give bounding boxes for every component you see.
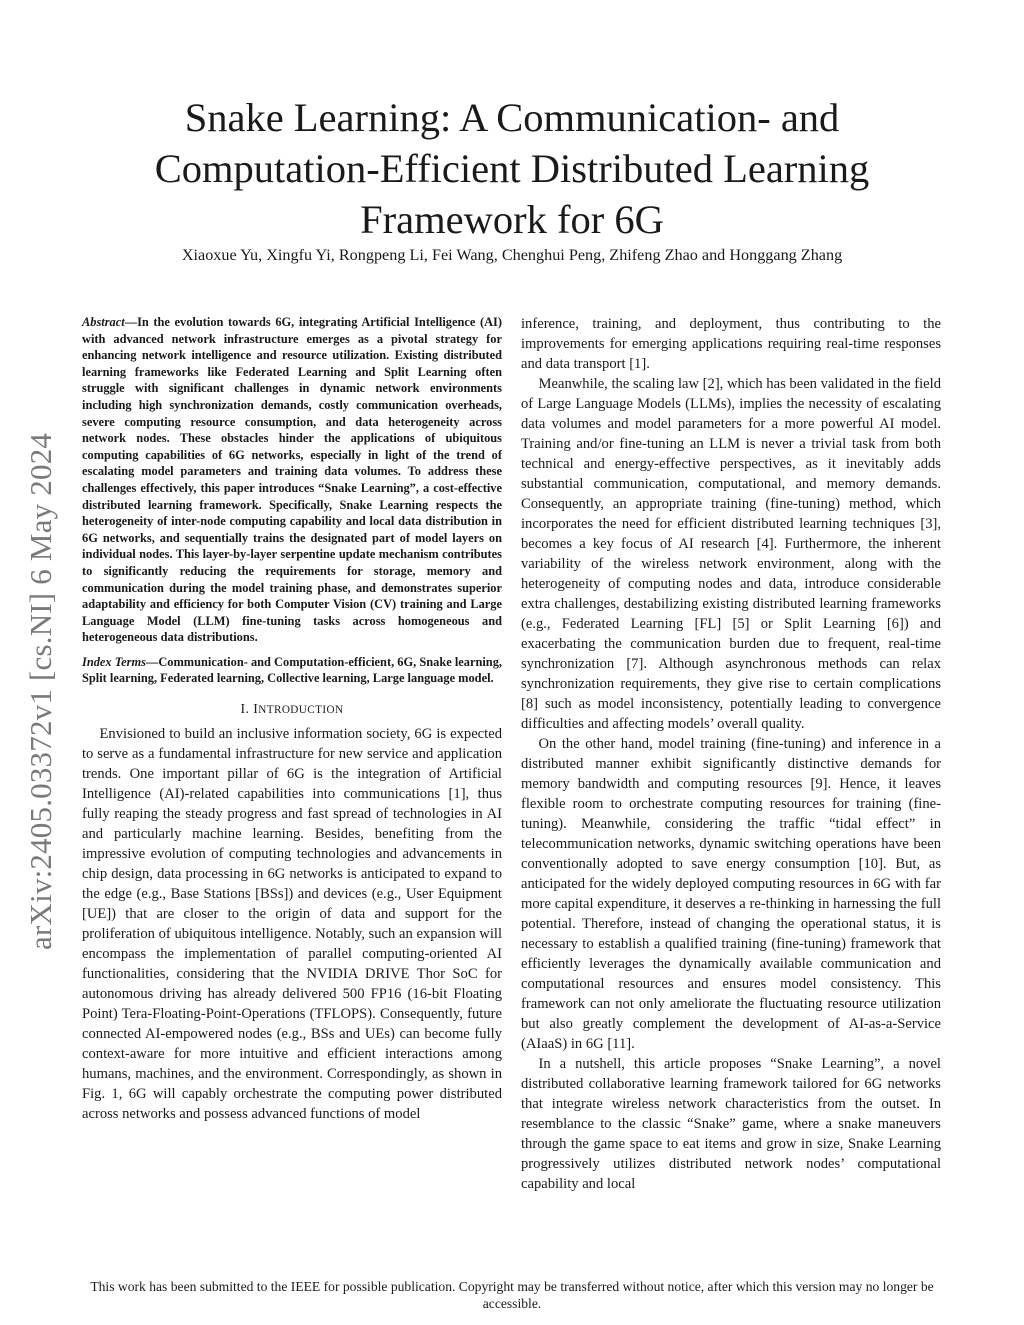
section-title-rest: NTRODUCTION	[258, 704, 344, 717]
title-line: Computation-Efficient Distributed Learning	[154, 146, 870, 191]
body-paragraph: Meanwhile, the scaling law [2], which has been validated in the field of Large Language Models (LLMs), implies the necessity of escalating data volumes and model parameters for a more powerful AI model. Training and/or fine-tuning an LLM is never a trivial task from both technical and energy-effective perspectives, as it inevitably adds substantial communication, computational, and memory demands. Consequently, an appropriate training (fine-tuning) method, which incorporates the need for efficient distributed learning techniques [3], becomes a key focus of AI research [4]. Furthermore, the inherent variability of the wireless network environment, along with the heterogeneity of computing nodes and data, introduce considerable extra challenges, destabilizing existing distributed learning frameworks (e.g., Federated Learning [FL] [5] or Split Learning [6]) and exacerbating the communication burden due to frequent, real-time synchronization [7]. Although asynchronous methods can relax synchronization requirements, they give rise to certain complications [8] such as model inconsistency, potentially leading to convergence difficulties and affecting models’ overall quality.	[521, 376, 941, 732]
section-numeral: I.	[240, 701, 254, 717]
body-paragraph: In a nutshell, this article proposes “Snake Learning”, a novel distributed collaborative learning framework tailored for 6G networks that integrate wireless network characteristics from the outset. In resemblance to the classic “Snake” game, where a snake maneuvers through the game space to eat items and grow in size, Snake Learning progressively utilizes distributed network nodes’ computational capability and local	[521, 1056, 941, 1192]
index-terms	[82, 654, 502, 687]
right-column	[521, 314, 941, 1194]
section-initial: I	[253, 701, 259, 717]
title-line: Snake Learning: A Communication- and	[184, 95, 840, 140]
copyright-footnote: This work has been submitted to the IEEE for possible publication. Copyright may be transferred without notice, after which this version may no longer be accessible.	[90, 1279, 934, 1311]
body-paragraph: On the other hand, model training (fine-tuning) and inference in a distributed manner exhibit significantly distinctive demands for memory bandwidth and computing resources [9]. Hence, it leaves flexible room to orchestrate computing resources for training (fine-tuning). Meanwhile, considering the traffic “tidal effect” in telecommunication networks, dynamic switching operations have been conventionally adopted to save energy consumption [10]. But, as anticipated for the widely deployed computing resources in 6G with far more capital expenditure, it deserves a re-thinking in harnessing the full potential. Therefore, instead of changing the operational status, it is necessary to establish a qualified training (fine-tuning) framework that efficiently leverages the dynamically available communication and computational resources and ensures model consistency. This framework can not only ameliorate the fluctuating resource utilization but also greatly complement the development of AI-as-a-Service (AIaaS) in 6G [11].	[521, 736, 941, 1052]
index-terms-label: Index Terms	[82, 654, 146, 669]
body-paragraph: inference, training, and deployment, thus contributing to the improvements for emerging applications requiring real-time responses and data transport [1].	[521, 316, 941, 372]
arxiv-identifier: arXiv:2405.03372v1 [cs.NI] 6 May 2024	[23, 432, 58, 950]
abstract-text: —In the evolution towards 6G, integrating Artificial Intelligence (AI) with advanced network infrastructure emerges as a pivotal strategy for enhancing network intelligence and resource utilization. Existing distributed learning frameworks like Federated Learning and Split Learning often struggle with significant challenges in dynamic network environments including high synchronization demands, costly communication overheads, severe computing resource consumption, and data heterogeneity across network nodes. These obstacles hinder the applications of ubiquitous computing capabilities of 6G networks, especially in light of the trend of escalating model parameters and training data volumes. To address these challenges effectively, this paper introduces “Snake Learning”, a cost-effective distributed learning framework. Specifically, Snake Learning respects the heterogeneity of inter-node computing capability and local data distribution in 6G networks, and sequentially trains the designated part of model layers on individual nodes. This layer-by-layer serpentine update mechanism contributes to significantly reducing the requirements for storage, memory and communication during the model training phase, and demonstrates superior adaptability and efficiency for both Computer Vision (CV) training and Large Language Model (LLM) fine-tuning tasks across homogeneous and heterogeneous data distributions.	[82, 315, 502, 645]
index-terms-text: —Communication- and Computation-efficient, 6G, Snake learning, Split learning, Federated learning, Collective learning, Large language model.	[82, 654, 502, 686]
author-list: Xiaoxue Yu, Xingfu Yi, Rongpeng Li, Fei Wang, Chenghui Peng, Zhifeng Zhao and Honggang Zhang	[181, 246, 843, 264]
paper-title	[130, 92, 894, 245]
body-paragraph: Envisioned to build an inclusive information society, 6G is expected to serve as a fundamental infrastructure for new service and application trends. One important pillar of 6G is the integration of Artificial Intelligence (AI)-related capabilities into communications [1], thus fully reaping the steady progress and fast spread of technologies in AI and particularly machine learning. Besides, benefiting from the impressive evolution of computing technologies and advancements in chip design, data processing in 6G networks is anticipated to expand to the edge (e.g., Base Stations [BSs]) and devices (e.g., User Equipment [UE]) that are closer to the origin of data and support for the proliferation of ubiquitous intelligence. Notably, such an expansion will encompass the implementation of parallel computing-oriented AI functionalities, considering that the NVIDIA DRIVE Thor SoC for autonomous driving has already delivered 500 FP16 (16-bit Floating Point) Tera-Floating-Point-Operations (TFLOPS). Consequently, future connected AI-empowered nodes (e.g., BSs and UEs) can become fully context-aware for more intuitive and efficient interactions among humans, machines, and the environment. Correspondingly, as shown in Fig. 1, 6G will capably orchestrate the computing power distributed across networks and possess advanced functions of model	[82, 726, 502, 1123]
left-column	[82, 314, 502, 1124]
title-line: Framework for 6G	[360, 197, 664, 242]
abstract-label: Abstract	[82, 315, 125, 329]
abstract	[82, 314, 502, 646]
section-heading-introduction	[82, 700, 502, 719]
